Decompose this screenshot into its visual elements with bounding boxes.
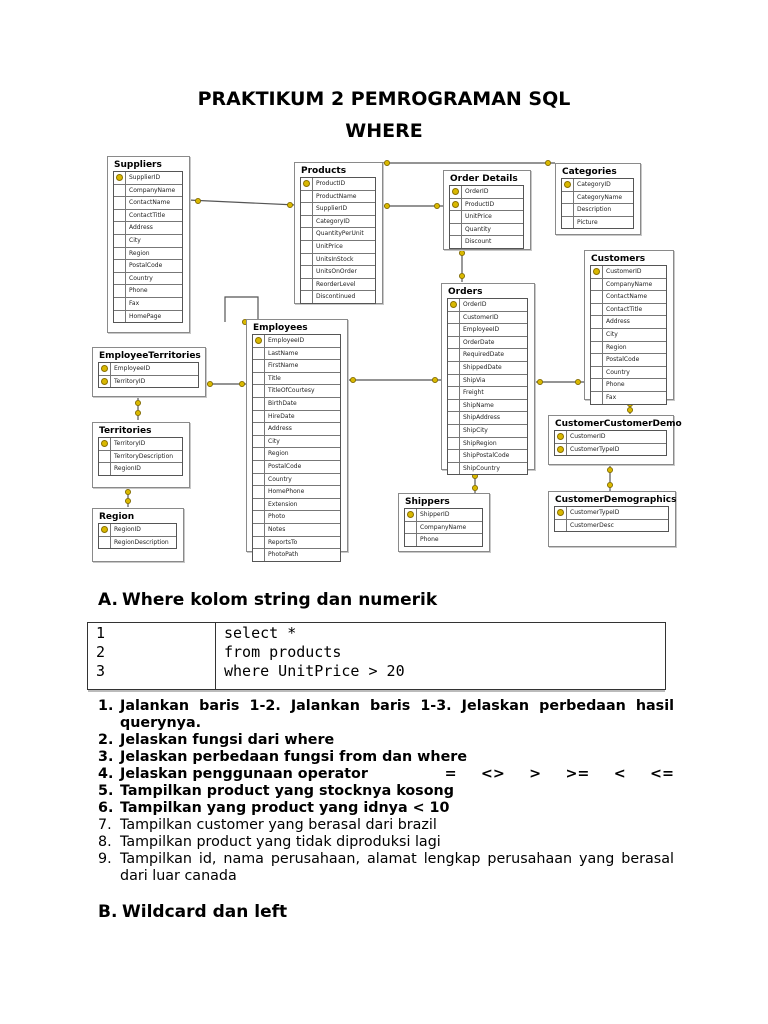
- table-categories: [555, 163, 641, 235]
- erd-column-name: HomePhone: [268, 488, 305, 496]
- erd-column: [301, 291, 375, 303]
- erd-column-name: UnitsInStock: [316, 255, 354, 263]
- erd-column-name: RegionID: [114, 526, 141, 533]
- erd-table-name: Territories: [99, 426, 152, 436]
- erd-column: [301, 228, 375, 241]
- erd-column: [99, 363, 198, 376]
- erd-column: [448, 438, 527, 451]
- erd-column-name: TerritoryDescription: [114, 452, 174, 460]
- erd-column: [591, 379, 666, 392]
- primary-key-icon: [450, 301, 457, 308]
- erd-column-name: City: [606, 330, 618, 338]
- erd-column: [591, 266, 666, 279]
- erd-column-grid: [449, 185, 524, 249]
- erd-column-name: PostalCode: [606, 356, 640, 364]
- sql-code-block: [87, 622, 666, 690]
- section-b-heading: [98, 902, 287, 922]
- table-shippers: [398, 493, 490, 552]
- erd-column-name: CustomerDesc: [570, 521, 614, 529]
- erd-column: [555, 444, 666, 456]
- erd-column: [448, 337, 527, 350]
- erd-column: [253, 411, 340, 424]
- question-text: Tampilkan id, nama perusahaan, alamat lengkap perusahaan yang berasal dari luar canada: [120, 851, 674, 884]
- section-b-title: Wildcard dan left: [122, 902, 288, 922]
- erd-column-name: LastName: [268, 349, 299, 357]
- erd-column-name: UnitPrice: [465, 213, 492, 221]
- primary-key-icon: [101, 365, 108, 372]
- table-employee-territories: [92, 347, 206, 397]
- primary-key-icon: [452, 201, 459, 208]
- erd-column: [99, 537, 176, 549]
- erd-column: [301, 241, 375, 254]
- erd-table-name: Shippers: [405, 497, 450, 507]
- erd-column-name: Phone: [606, 381, 625, 389]
- erd-column: [301, 216, 375, 229]
- erd-column-name: Photo: [268, 513, 286, 521]
- erd-column: [253, 423, 340, 436]
- erd-column-name: Country: [268, 475, 292, 483]
- erd-column-name: Phone: [420, 536, 439, 544]
- erd-column-name: FirstName: [268, 362, 299, 370]
- erd-column: [301, 191, 375, 204]
- erd-column-name: ReportsTo: [268, 538, 298, 546]
- erd-column: [448, 450, 527, 463]
- operator-equal: =: [444, 766, 457, 782]
- erd-column: [591, 329, 666, 342]
- erd-column: [99, 524, 176, 537]
- erd-column-grid: [561, 178, 634, 229]
- erd-column-name: Freight: [463, 389, 484, 397]
- erd-column: [114, 172, 182, 185]
- erd-column: [301, 279, 375, 292]
- table-customers: [584, 250, 674, 400]
- erd-column: [405, 522, 482, 535]
- question-text: Jelaskan fungsi dari where: [120, 732, 335, 748]
- erd-column-name: ShipperID: [420, 511, 450, 518]
- table-products: [294, 162, 383, 304]
- erd-column: [591, 342, 666, 355]
- erd-column: [555, 431, 666, 444]
- erd-column-name: ContactName: [606, 293, 648, 301]
- erd-column: [591, 316, 666, 329]
- question-item: [98, 834, 674, 851]
- erd-column: [253, 537, 340, 550]
- primary-key-icon: [452, 188, 459, 195]
- primary-key-icon: [564, 181, 571, 188]
- erd-column-name: BirthDate: [268, 399, 297, 407]
- erd-column: [448, 375, 527, 388]
- erd-column-name: Discount: [465, 238, 492, 246]
- primary-key-icon: [116, 174, 123, 181]
- erd-column: [114, 197, 182, 210]
- question-item: [98, 698, 674, 732]
- erd-column-name: RequiredDate: [463, 351, 505, 359]
- erd-column-name: UnitPrice: [316, 242, 343, 250]
- erd-column: [562, 217, 633, 229]
- erd-table-name: EmployeeTerritories: [99, 351, 201, 361]
- erd-column-name: ContactTitle: [129, 211, 166, 219]
- erd-column-name: EmployeeID: [463, 326, 500, 334]
- question-item: [98, 817, 674, 834]
- table-employees: [246, 319, 348, 559]
- erd-column-name: CustomerTypeID: [570, 509, 620, 516]
- erd-column-grid: [554, 506, 669, 532]
- erd-column-name: CustomerTypeID: [570, 445, 620, 453]
- erd-column-name: ShippedDate: [463, 363, 502, 371]
- erd-column: [448, 324, 527, 337]
- document-subtitle: WHERE: [345, 120, 423, 142]
- erd-column-name: CategoryID: [316, 217, 350, 225]
- erd-column: [301, 254, 375, 267]
- question-number: 6.: [98, 800, 114, 816]
- erd-column: [114, 235, 182, 248]
- section-a-heading: [98, 590, 437, 610]
- erd-column: [448, 400, 527, 413]
- erd-column: [253, 486, 340, 499]
- erd-column-name: RegionID: [114, 465, 141, 473]
- code-line: select *: [224, 624, 297, 642]
- erd-column: [253, 436, 340, 449]
- erd-column: [450, 186, 523, 199]
- erd-column-grid: [447, 298, 528, 475]
- document-title: PRAKTIKUM 2 PEMROGRAMAN SQL: [197, 88, 571, 110]
- erd-column: [450, 199, 523, 212]
- erd-table-name: Customers: [591, 254, 646, 264]
- erd-column: [253, 511, 340, 524]
- erd-column: [562, 192, 633, 205]
- erd-column: [591, 392, 666, 404]
- table-orders: [441, 283, 535, 470]
- erd-column: [448, 312, 527, 325]
- question-text: Tampilkan customer yang berasal dari brazil: [120, 817, 437, 833]
- question-number: 9.: [98, 851, 112, 867]
- erd-column: [405, 509, 482, 522]
- question-text: Jalankan baris 1-2. Jalankan baris 1-3. Jelaskan perbedaan hasil querynya.: [120, 698, 674, 731]
- erd-column-name: Picture: [577, 218, 598, 226]
- erd-column: [448, 412, 527, 425]
- erd-column: [114, 222, 182, 235]
- erd-column: [450, 236, 523, 248]
- operator-line: [120, 766, 674, 783]
- erd-column: [405, 534, 482, 546]
- erd-column: [114, 273, 182, 286]
- question-text: Jelaskan penggunaan operator: [120, 766, 368, 782]
- primary-key-icon: [303, 180, 310, 187]
- erd-column: [253, 360, 340, 373]
- erd-column-name: HireDate: [268, 412, 295, 420]
- erd-column: [591, 367, 666, 380]
- primary-key-icon: [557, 446, 564, 453]
- erd-column-name: Quantity: [465, 225, 491, 233]
- question-text: Tampilkan yang product yang idnya < 10: [120, 800, 450, 816]
- erd-column-name: Fax: [606, 393, 617, 401]
- erd-column-grid: [113, 171, 183, 323]
- erd-column-name: Country: [129, 274, 153, 282]
- erd-column: [114, 210, 182, 223]
- erd-column-name: Region: [268, 450, 289, 458]
- question-number: 8.: [98, 834, 112, 850]
- primary-key-icon: [593, 268, 600, 275]
- erd-column-name: CustomerID: [570, 433, 606, 440]
- erd-column-grid: [98, 523, 177, 549]
- erd-column-name: PhotoPath: [268, 551, 299, 559]
- erd-column-name: PostalCode: [268, 462, 302, 470]
- erd-column-name: ProductID: [316, 180, 346, 187]
- question-text: Jelaskan perbedaan fungsi from dan where: [120, 749, 468, 765]
- erd-column-name: Fax: [129, 299, 140, 307]
- erd-column: [448, 425, 527, 438]
- erd-column-name: ShipCity: [463, 426, 488, 434]
- erd-column-grid: [300, 177, 376, 304]
- erd-column-name: HomePage: [129, 312, 162, 320]
- erd-column-name: CategoryName: [577, 193, 623, 201]
- erd-column-name: ReorderLevel: [316, 280, 356, 288]
- code-line-number: 2: [96, 643, 106, 661]
- table-order-details: [443, 170, 531, 250]
- erd-column-name: Address: [129, 224, 153, 232]
- erd-column: [591, 304, 666, 317]
- erd-column-grid: [554, 430, 667, 456]
- erd-column: [448, 362, 527, 375]
- erd-column: [114, 185, 182, 198]
- erd-column: [301, 266, 375, 279]
- erd-column: [591, 354, 666, 367]
- erd-column: [253, 373, 340, 386]
- erd-column: [555, 507, 668, 520]
- erd-column-name: Title: [268, 374, 281, 382]
- erd-column: [253, 448, 340, 461]
- code-line: where UnitPrice > 20: [224, 662, 405, 680]
- primary-key-icon: [407, 511, 414, 518]
- erd-column: [555, 520, 668, 532]
- erd-table-name: Suppliers: [114, 160, 162, 170]
- erd-column: [114, 260, 182, 273]
- erd-column: [450, 224, 523, 237]
- erd-column: [99, 438, 182, 451]
- code-gutter-divider: [215, 623, 216, 689]
- erd-column-name: ShipRegion: [463, 439, 497, 447]
- erd-column-name: SupplierID: [316, 205, 348, 213]
- erd-column-name: Country: [606, 368, 630, 376]
- erd-column-name: OrderDate: [463, 338, 495, 346]
- erd-column: [253, 335, 340, 348]
- erd-column: [448, 387, 527, 400]
- erd-table-name: Orders: [448, 287, 483, 297]
- erd-column-name: Region: [129, 249, 150, 257]
- erd-column-name: PostalCode: [129, 262, 163, 270]
- question-item: [98, 851, 674, 885]
- erd-column: [99, 451, 182, 464]
- primary-key-icon: [557, 433, 564, 440]
- table-customer-demographics: [548, 491, 676, 547]
- erd-column: [253, 348, 340, 361]
- erd-column: [253, 524, 340, 537]
- erd-column: [448, 463, 527, 475]
- question-number: 3.: [98, 749, 114, 765]
- erd-column-name: Description: [577, 206, 612, 214]
- erd-column-grid: [98, 437, 183, 476]
- erd-column-name: CategoryID: [577, 181, 611, 188]
- erd-table-name: Employees: [253, 323, 308, 333]
- table-region: [92, 508, 184, 562]
- erd-column-name: TerritoryID: [114, 440, 146, 447]
- primary-key-icon: [101, 526, 108, 533]
- erd-column-name: ProductID: [465, 200, 495, 208]
- erd-column: [99, 376, 198, 388]
- erd-column-name: ShipVia: [463, 376, 486, 384]
- question-item: [98, 766, 674, 783]
- code-block-shadow: [88, 690, 665, 692]
- primary-key-icon: [101, 440, 108, 447]
- section-b-letter: B.: [98, 902, 118, 922]
- question-item: [98, 749, 674, 766]
- erd-column: [114, 311, 182, 323]
- question-list: [98, 698, 674, 885]
- erd-column: [448, 349, 527, 362]
- erd-column: [301, 203, 375, 216]
- erd-column: [301, 178, 375, 191]
- operator-greater-equal: >=: [565, 766, 590, 782]
- erd-column-name: ShipCountry: [463, 464, 500, 472]
- question-number: 2.: [98, 732, 114, 748]
- section-a-letter: A.: [98, 590, 118, 610]
- erd-column-name: EmployeeID: [268, 337, 305, 344]
- erd-column-name: UnitsOnOrder: [316, 268, 357, 276]
- code-line-number: 3: [96, 662, 106, 680]
- question-text: Tampilkan product yang tidak diproduksi lagi: [120, 834, 441, 850]
- erd-column: [114, 248, 182, 261]
- erd-column-name: EmployeeID: [114, 365, 151, 372]
- code-line-number: 1: [96, 624, 106, 642]
- erd-column-name: City: [129, 236, 141, 244]
- operator-not-equal: <>: [480, 766, 505, 782]
- primary-key-icon: [557, 509, 564, 516]
- erd-column: [253, 398, 340, 411]
- erd-column-name: Discontinued: [316, 293, 356, 301]
- erd-table-name: Order Details: [450, 174, 518, 184]
- operator-greater: >: [529, 766, 542, 782]
- erd-column-name: QuantityPerUnit: [316, 230, 364, 238]
- erd-column: [253, 461, 340, 474]
- erd-column-name: OrderID: [463, 301, 487, 308]
- erd-column-name: City: [268, 437, 280, 445]
- question-item: [98, 732, 674, 749]
- erd-column-grid: [404, 508, 483, 547]
- erd-table-name: Region: [99, 512, 135, 522]
- operator-less: <: [613, 766, 626, 782]
- primary-key-icon: [255, 337, 262, 344]
- question-text: Tampilkan product yang stocknya kosong: [120, 783, 454, 799]
- erd-column: [253, 474, 340, 487]
- erd-column-name: Region: [606, 343, 627, 351]
- erd-column: [114, 285, 182, 298]
- erd-column-name: OrderID: [465, 188, 489, 195]
- erd-column-grid: [590, 265, 667, 405]
- primary-key-icon: [101, 378, 108, 385]
- erd-column: [562, 179, 633, 192]
- question-number: 1.: [98, 698, 114, 714]
- question-number: 4.: [98, 766, 114, 782]
- table-territories: [92, 422, 190, 488]
- question-number: 7.: [98, 817, 112, 833]
- erd-column-name: ShipPostalCode: [463, 452, 510, 460]
- erd-column-name: CustomerID: [606, 268, 642, 275]
- erd-column-name: Address: [606, 318, 630, 326]
- erd-column: [591, 291, 666, 304]
- erd-column-name: Extension: [268, 500, 298, 508]
- erd-column: [591, 279, 666, 292]
- erd-table-name: CustomerDemographics: [555, 495, 677, 505]
- erd-table-name: Products: [301, 166, 347, 176]
- erd-column-name: ProductName: [316, 192, 357, 200]
- erd-column-name: CustomerID: [463, 313, 499, 321]
- section-a-title: Where kolom string dan numerik: [122, 590, 438, 610]
- question-item: [98, 783, 674, 800]
- erd-column-name: TitleOfCourtesy: [268, 387, 315, 395]
- erd-column: [253, 499, 340, 512]
- erd-column: [562, 204, 633, 217]
- erd-column-name: CompanyName: [129, 186, 176, 194]
- erd-column-name: Notes: [268, 525, 286, 533]
- erd-column-name: ContactTitle: [606, 305, 643, 313]
- erd-column-name: CompanyName: [606, 280, 653, 288]
- erd-column: [448, 299, 527, 312]
- question-number: 5.: [98, 783, 114, 799]
- code-line: from products: [224, 643, 342, 661]
- erd-column-name: ContactName: [129, 199, 171, 207]
- erd-column: [253, 549, 340, 561]
- erd-column-grid: [252, 334, 341, 562]
- erd-column-name: Phone: [129, 287, 148, 295]
- erd-column-name: Address: [268, 425, 292, 433]
- erd-column-name: ShipAddress: [463, 414, 500, 422]
- erd-column: [114, 298, 182, 311]
- erd-column-grid: [98, 362, 199, 388]
- erd-column-name: SupplierID: [129, 174, 161, 181]
- erd-column: [253, 385, 340, 398]
- erd-column-name: ShipName: [463, 401, 494, 409]
- erd-column-name: RegionDescription: [114, 538, 169, 546]
- table-suppliers: [107, 156, 190, 333]
- operator-less-equal: <=: [650, 766, 674, 782]
- question-item: [98, 800, 674, 817]
- erd-table-name: Categories: [562, 167, 617, 177]
- table-customer-customer-demo: [548, 415, 682, 465]
- erd-column-name: CompanyName: [420, 523, 467, 531]
- rel-suppliers-products: [188, 200, 296, 205]
- erd-column: [99, 463, 182, 475]
- erd-column-name: TerritoryID: [114, 377, 146, 385]
- erd-table-name: CustomerCustomerDemo: [555, 419, 682, 429]
- erd-column: [450, 211, 523, 224]
